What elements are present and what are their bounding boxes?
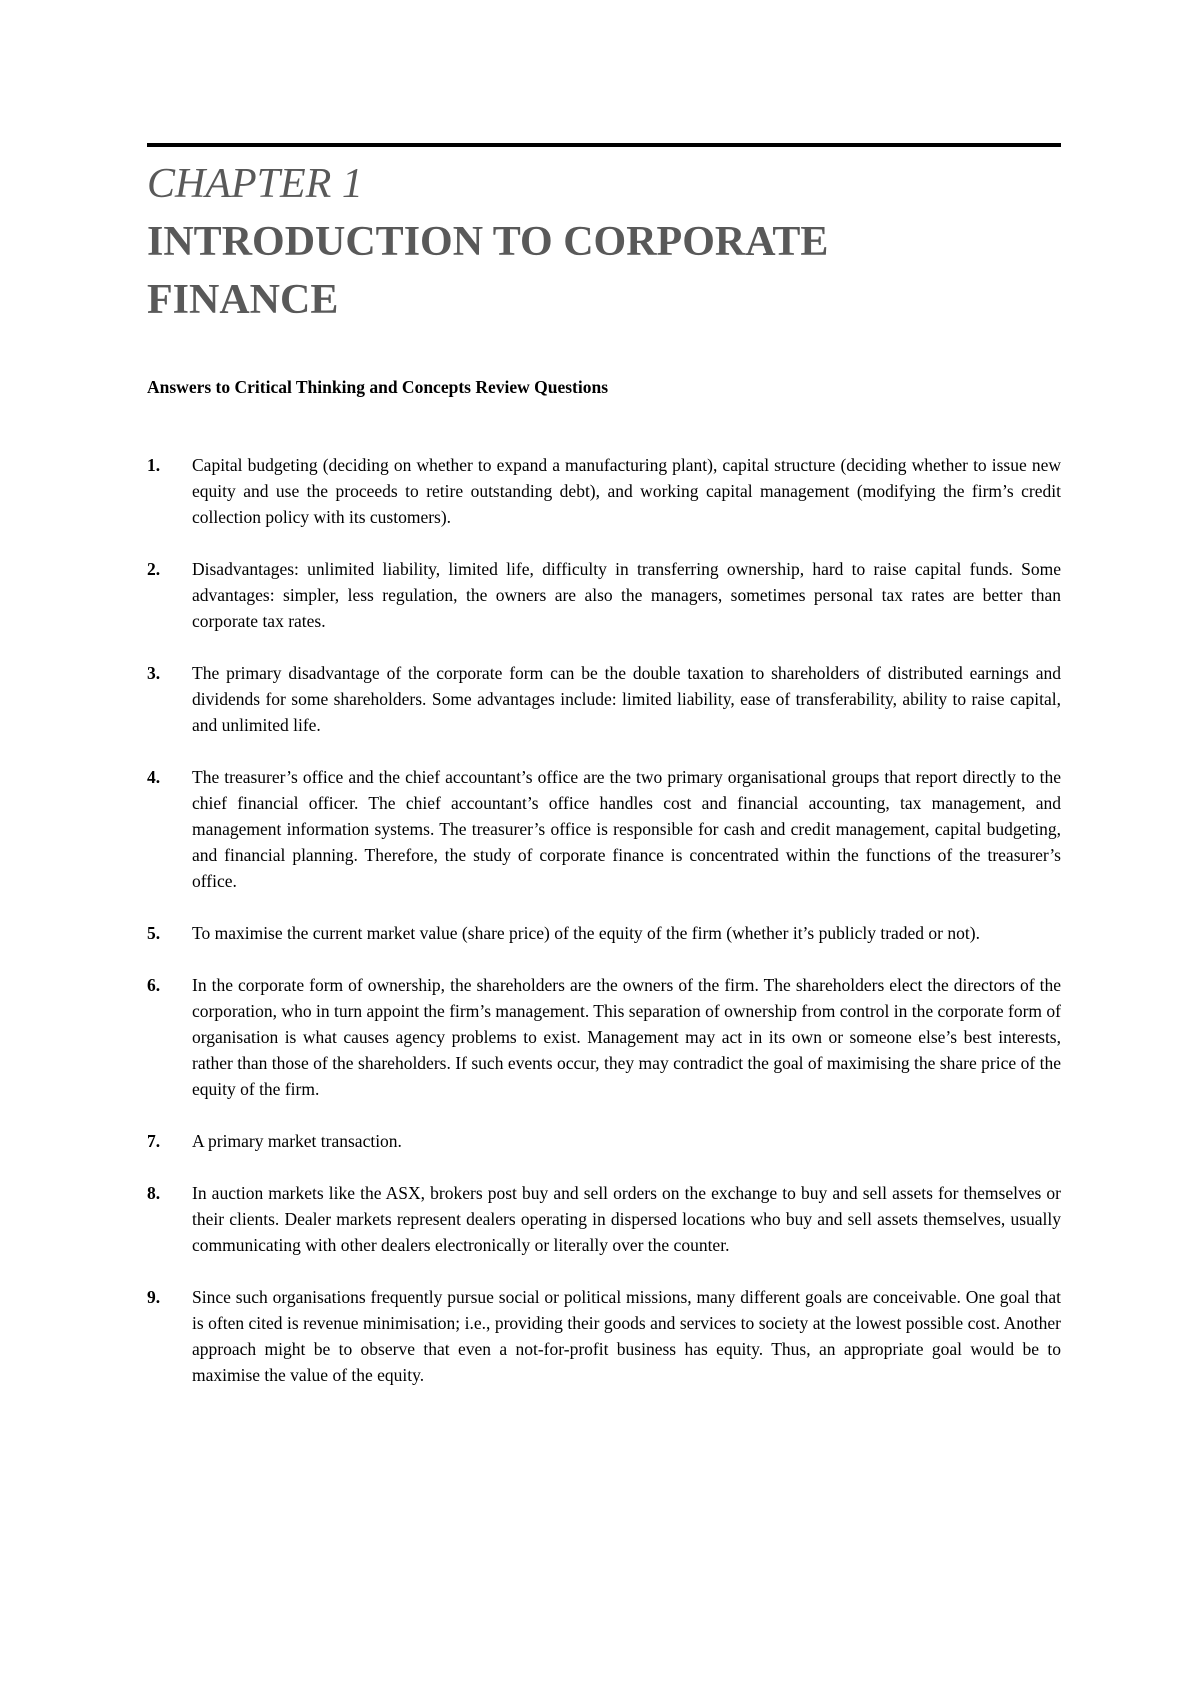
- answer-item: [147, 660, 1061, 738]
- answers-list: [147, 452, 1061, 1414]
- chapter-heading: [147, 155, 1077, 329]
- answer-text: In auction markets like the ASX, brokers post buy and sell orders on the exchange to buy and sell assets for themselves or their clients. Dealer markets represent dealers operating in dispersed locations who buy and sell assets themselves, usually communicating with other dealers electronically or literally over the counter.: [192, 1183, 1061, 1255]
- answer-text: Capital budgeting (deciding on whether to expand a manufacturing plant), capital structure (deciding whether to issue new equity and use the proceeds to retire outstanding debt), and working capital management (modifying the firm’s credit collection policy with its customers).: [192, 455, 1061, 527]
- answer-text: A primary market transaction.: [192, 1131, 402, 1151]
- answer-number: 7.: [147, 1131, 161, 1151]
- answer-text: To maximise the current market value (share price) of the equity of the firm (whether it’s publicly traded or not).: [192, 923, 980, 943]
- answer-number: 2.: [147, 559, 161, 579]
- answer-number: 1.: [147, 455, 161, 475]
- answer-item: [147, 920, 1061, 946]
- chapter-number: CHAPTER 1: [147, 161, 363, 207]
- answer-number: 8.: [147, 1183, 161, 1203]
- chapter-rule: [147, 143, 1061, 147]
- answer-number: 6.: [147, 975, 161, 995]
- answer-number: 5.: [147, 923, 161, 943]
- answer-item: [147, 556, 1061, 634]
- answer-text: Since such organisations frequently pursue social or political missions, many different goals are conceivable. One goal that is often cited is revenue minimisation; i.e., providing their goods and services to society at the lowest possible cost. Another approach might be to observe that even a not-for-profit business has equity. Thus, an appropriate goal would be to maximise the value of the equity.: [192, 1287, 1061, 1385]
- answer-number: 3.: [147, 663, 161, 683]
- answer-item: [147, 764, 1061, 894]
- answer-item: [147, 452, 1061, 530]
- section-heading: Answers to Critical Thinking and Concepts Review Questions: [147, 377, 609, 397]
- answer-text: The primary disadvantage of the corporate form can be the double taxation to shareholders of distributed earnings and dividends for some shareholders. Some advantages include: limited liability, ease of transferability, ability to raise capital, and unlimited life.: [192, 663, 1061, 735]
- answer-text: In the corporate form of ownership, the shareholders are the owners of the firm. The shareholders elect the directors of the corporation, who in turn appoint the firm’s management. This separation of ownership from control in the corporate form of organisation is what causes agency problems to exist. Management may act in its own or someone else’s best interests, rather than those of the shareholders. If such events occur, they may contradict the goal of maximising the share price of the equity of the firm.: [192, 975, 1061, 1099]
- answer-item: [147, 1180, 1061, 1258]
- chapter-title-line1: INTRODUCTION TO CORPORATE: [147, 219, 829, 265]
- answer-text: The treasurer’s office and the chief accountant’s office are the two primary organisational groups that report directly to the chief financial officer. The chief accountant’s office handles cost and financial accounting, tax management, and management information systems. The treasurer’s office is responsible for cash and credit management, capital budgeting, and financial planning. Therefore, the study of corporate finance is concentrated within the functions of the treasurer’s office.: [192, 767, 1061, 891]
- answer-item: [147, 1284, 1061, 1388]
- answer-text: Disadvantages: unlimited liability, limited life, difficulty in transferring ownership, hard to raise capital funds. Some advantages: simpler, less regulation, the owners are also the managers, sometimes personal tax rates are better than corporate tax rates.: [192, 559, 1061, 631]
- answer-item: [147, 972, 1061, 1102]
- answer-number: 4.: [147, 767, 161, 787]
- answer-number: 9.: [147, 1287, 161, 1307]
- chapter-title-line2: FINANCE: [147, 277, 339, 323]
- answer-item: [147, 1128, 1061, 1154]
